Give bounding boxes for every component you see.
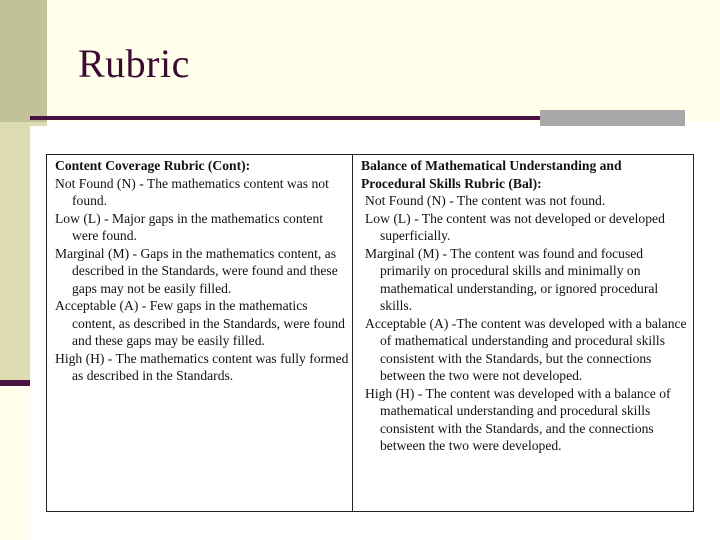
- level-text: - The content was not found.: [445, 193, 606, 208]
- level-label: Marginal (M): [55, 245, 130, 261]
- level-label: Not Found (N): [365, 193, 446, 208]
- level-label: Acceptable (A): [55, 298, 139, 313]
- level-label: Not Found (N): [55, 175, 136, 191]
- balance-level-low: [361, 210, 689, 245]
- level-label: Acceptable (A): [365, 315, 449, 331]
- level-text: - Major gaps in the mathematics content were found.: [72, 210, 324, 243]
- coverage-level-low: [55, 210, 350, 245]
- balance-column: [361, 157, 689, 455]
- coverage-level-not-found: [55, 175, 350, 210]
- slide-title: Rubric: [78, 41, 190, 86]
- level-text: - The content was developed with a balance of mathematical understanding and procedural skills consistent with the Standards, and the connections between the two were developed.: [380, 385, 671, 453]
- balance-level-not-found: [361, 192, 689, 210]
- level-text: - The mathematics content was not found.: [72, 175, 329, 208]
- content-coverage-column: [55, 157, 350, 385]
- level-label: High (H): [55, 350, 105, 366]
- level-text: - The content was found and focused primarily on procedural skills and minimally on mathematical understanding, or ignored procedural skills.: [380, 245, 659, 313]
- level-text: - The content was not developed or developed superficially.: [380, 210, 665, 243]
- level-text: -The content was developed with a balance of mathematical understanding and procedural skills consistent with the Standards, but the connections between the two were not developed.: [380, 315, 687, 383]
- coverage-level-acceptable: [55, 297, 350, 350]
- level-label: Marginal (M): [365, 245, 440, 261]
- balance-heading: Balance of Mathematical Understanding and Procedural Skills Rubric (Bal):: [361, 158, 622, 191]
- balance-level-acceptable: [361, 315, 689, 385]
- column-divider: [352, 154, 353, 512]
- level-label: Low (L): [365, 210, 411, 226]
- coverage-level-marginal: [55, 245, 350, 298]
- level-text: - Gaps in the mathematics content, as described in the Standards, were found and these gaps may not be easily filled.: [72, 245, 338, 296]
- level-text: - The mathematics content was fully formed as described in the Standards.: [72, 350, 349, 383]
- content-coverage-heading: Content Coverage Rubric (Cont):: [55, 158, 251, 173]
- level-text: - Few gaps in the mathematics content, as described in the Standards, were found and these gaps may be easily filled.: [72, 298, 345, 348]
- level-label: High (H): [365, 385, 415, 401]
- balance-level-high: [361, 385, 689, 455]
- left-light-band: [0, 385, 30, 540]
- coverage-level-high: [55, 350, 350, 385]
- balance-level-marginal: [361, 245, 689, 315]
- level-label: Low (L): [55, 210, 101, 226]
